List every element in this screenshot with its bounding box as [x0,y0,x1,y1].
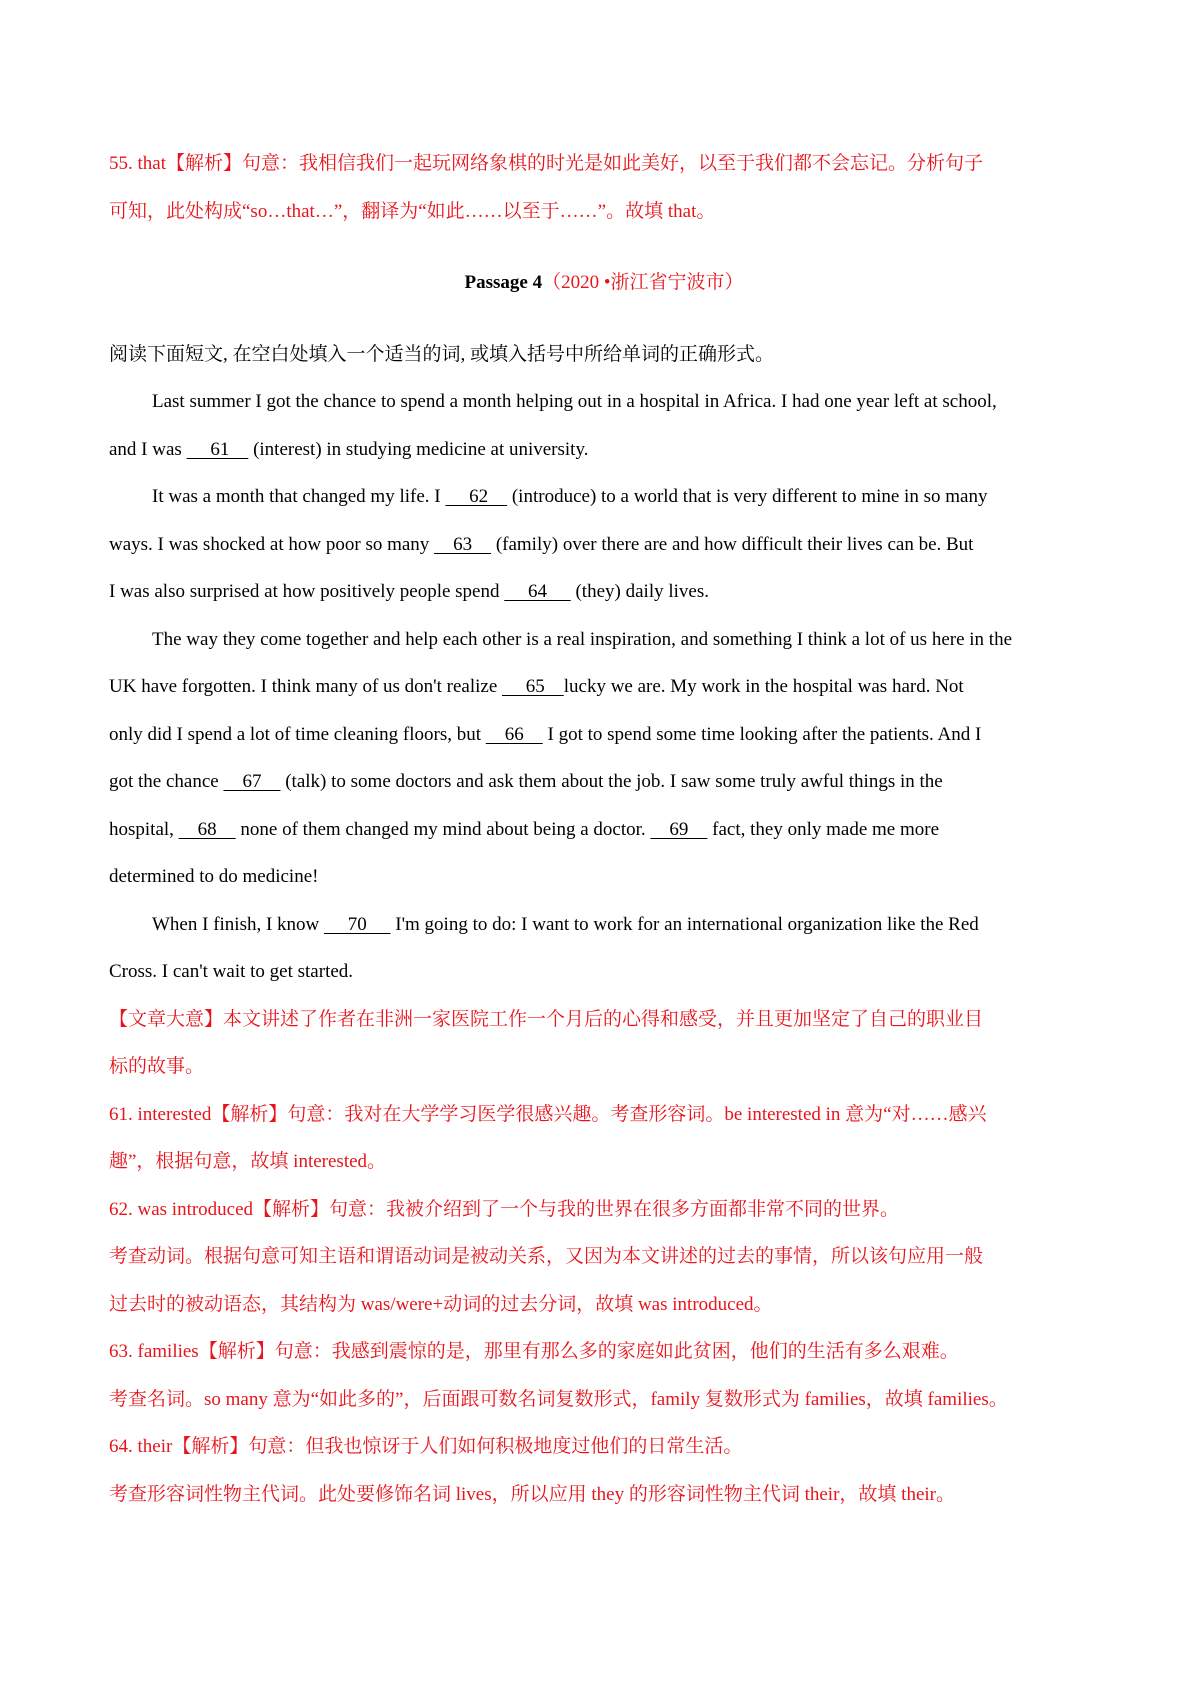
blank-66[interactable]: 66 [485,723,543,745]
blank-61[interactable]: 61 [186,438,249,460]
passage-line: got the chance 67 (talk) to some doctors and ask them about the job. I saw some truly awful things in the [109,758,1099,806]
passage-line: It was a month that changed my life. I 62 (introduce) to a world that is very different to mine in so many [109,473,1099,521]
passage-line: only did I spend a lot of time cleaning floors, but 66 I got to spend some time looking after the patients. And I [109,711,1099,759]
document-page [109,140,1099,1518]
article-summary [109,996,1099,1091]
passage-label: Passage 4 [464,272,543,293]
answer-64-line: 64. their【解析】句意：但我也惊讶于人们如何积极地度过他们的日常生活。 [109,1436,743,1457]
passage-line: When I finish, I know 70 I'm going to do: I want to work for an international organization like the Red [109,901,1099,949]
passage-body [109,378,1099,996]
blank-62[interactable]: 62 [445,486,508,507]
passage-line: determined to do medicine! [109,866,319,887]
blank-68[interactable]: 68 [178,818,236,840]
passage-line: Last summer I got the chance to spend a month helping out in a hospital in Africa. I had one year left at school, [152,391,997,412]
answer-55-line-2: 可知，此处构成“so…that…”，翻译为“如此……以至于……”。故填 that。 [109,200,716,222]
blank-65[interactable]: 65 [502,676,564,697]
passage-line: hospital, 68 none of them changed my mind about being a doctor. 69 fact, they only made me more [109,806,1099,854]
blank-70[interactable]: 70 [324,913,391,935]
answer-62-line: 62. was introduced【解析】句意：我被介绍到了一个与我的世界在很多方面都非常不同的世界。 [109,1198,900,1220]
blank-69[interactable]: 69 [650,818,708,840]
passage-line: UK have forgotten. I think many of us don't realize 65 lucky we are. My work in the hospital was hard. Not [109,663,1099,711]
instruction: 阅读下面短文, 在空白处填入一个适当的词, 或填入括号中所给单词的正确形式。 [109,343,775,365]
passage-source: （2020 •浙江省宁波市） [542,272,744,293]
passage-title [109,259,1099,307]
answer-55-line-1: 55. that【解析】句意：我相信我们一起玩网络象棋的时光是如此美好，以至于我们都不会忘记。分析句子 [109,153,983,174]
answer-63-line: 考查名词。so many 意为“如此多的”，后面跟可数名词复数形式，family 复数形式为 families，故填 families。 [109,1388,1008,1410]
answer-61-line: 61. interested【解析】句意：我对在大学学习医学很感兴趣。考查形容词。be interested in 意为“对……感兴 [109,1103,987,1125]
answer-62-line: 过去时的被动语态，其结构为 was/were+动词的过去分词，故填 was introduced。 [109,1293,773,1315]
answer-63-line: 63. families【解析】句意：我感到震惊的是，那里有那么多的家庭如此贫困，他们的生活有多么艰难。 [109,1341,959,1362]
passage-line: ways. I was shocked at how poor so many 63 (family) over there are and how difficult their lives can be. But [109,521,1099,569]
passage-line: I was also surprised at how positively people spend 64 (they) daily lives. [109,568,1099,616]
blank-67[interactable]: 67 [223,771,281,792]
blank-63[interactable]: 63 [434,533,492,555]
passage-line: Cross. I can't wait to get started. [109,961,354,982]
passage-line: The way they come together and help each other is a real inspiration, and something I think a lot of us here in the [152,628,1013,650]
blank-64[interactable]: 64 [504,581,571,602]
summary-line: 标的故事。 [109,1056,205,1077]
answer-explanations [109,1091,1099,1519]
answer-64-line: 考查形容词性物主代词。此处要修饰名词 lives，所以应用 they 的形容词性物主代词 their，故填 their。 [109,1483,955,1505]
summary-line: 【文章大意】本文讲述了作者在非洲一家医院工作一个月后的心得和感受，并且更加坚定了自己的职业目 [109,1008,984,1030]
answer-62-line: 考查动词。根据句意可知主语和谓语动词是被动关系，又因为本文讲述的过去的事情，所以该句应用一般 [109,1246,984,1267]
passage-line: and I was 61 (interest) in studying medicine at university. [109,426,1099,474]
answer-61-line: 趣”，根据句意，故填 interested。 [109,1151,387,1172]
